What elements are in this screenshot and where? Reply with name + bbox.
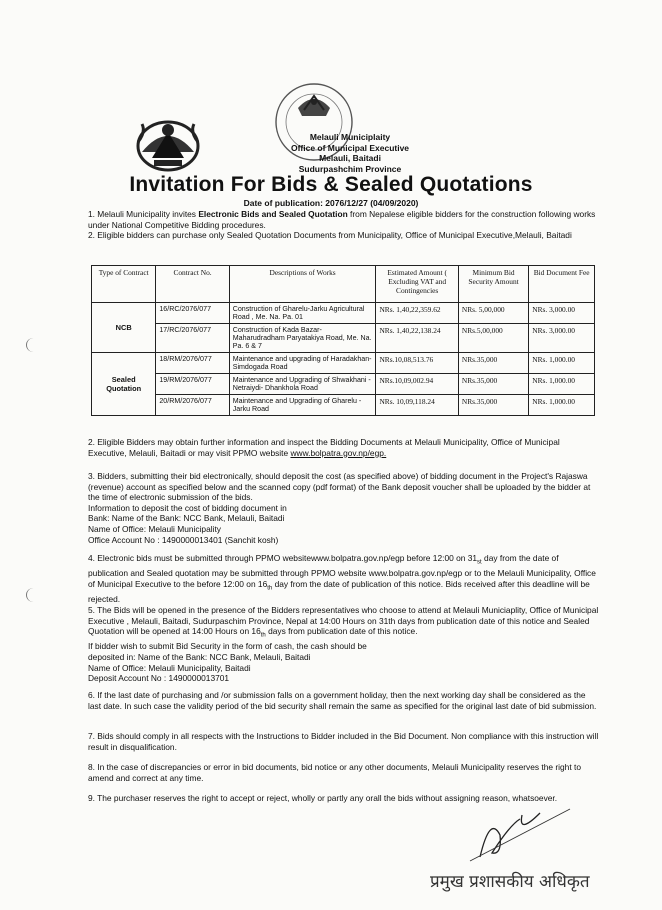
document-fee: NRs. 1,000.00 — [529, 395, 595, 416]
estimated-amount: NRs. 1,40,22,138.24 — [376, 324, 458, 353]
contract-no: 17/RC/2076/077 — [156, 324, 229, 353]
table-row — [92, 395, 595, 416]
intro-paragraph-2: 2. Eligible bidders can purchase only Sealed Quotation Documents from Municipality, Office of Municipal Executive,Melauli, Baitadi — [88, 230, 572, 240]
p5-line-2: deposited in: Name of the Bank: NCC Bank, Melauli, Baitadi — [88, 652, 311, 663]
intro-p1-text: 1. Melauli Municipality invites — [88, 209, 199, 219]
table-row — [92, 303, 595, 324]
contract-no: 16/RC/2076/077 — [156, 303, 229, 324]
p5-line-4: Deposit Account No : 1490000013701 — [88, 673, 230, 684]
paragraph-6: 6. If the last date of purchasing and /or submission falls on a government holiday, then the next working day shall be considered as the last date. In such case the validity period of the bid security shall remain the same as specified for the original last date of bid submission. — [88, 690, 597, 711]
intro-paragraph-1 — [88, 209, 598, 230]
contract-no: 19/RM/2076/077 — [156, 374, 229, 395]
bid-security: NRs.35,000 — [458, 374, 528, 395]
p3-line-2: Bank: Name of the Bank: NCC Bank, Melauli, Baitadi — [88, 513, 285, 524]
office-name: Office of Municipal Executive — [290, 142, 410, 153]
municipality-header — [280, 132, 420, 174]
header-bid-security: Minimum Bid Security Amount — [458, 266, 528, 303]
p2-text: 2. Eligible Bidders may obtain further information and inspect the Bidding Documents at Melauli Municipality, Office of Municipal Executive, Melauli, Baitadi or may visit PPMO website — [88, 437, 560, 458]
p4-text-c: day from the date of publication of this notice. Bids received after this deadline will be rejected. — [88, 578, 590, 605]
p3-text: 3. Bidders, submitting their bid electronically, should deposit the cost (as specified above) of bidding document in the Project's Rajaswa (revenue) account as specified below and the scanned copy (pdf format) of the Bank deposit voucher shall be uploaded by the bidder at the time of electronic submission of the bids. — [88, 471, 591, 503]
p5-line-1: If bidder wish to submit Bid Security in the form of cash, the cash should be — [88, 641, 367, 652]
work-description: Maintenance and upgrading of Haradakhan-Simdogada Road — [229, 353, 376, 374]
p5-line-3: Name of Office: Melauli Municipality, Baitadi — [88, 662, 251, 673]
type-sealed-quotation: Sealed Quotation — [92, 353, 156, 416]
work-description: Maintenance and Upgrading of Shwakhani - Netraiydi- Dhankhola Road — [229, 374, 376, 395]
p3-line-3: Name of Office: Melauli Municipality — [88, 523, 221, 534]
work-description: Construction of Gharelu-Jarku Agricultural Road , Me. Na. Pa. 01 — [229, 303, 376, 324]
estimated-amount: NRs. 10,09,118.24 — [376, 395, 458, 416]
estimated-amount: NRs.10,09,002.94 — [376, 374, 458, 395]
ppmo-website-link[interactable]: www.bolpatra.gov.np/egp. — [290, 447, 387, 458]
p3-line-1: Information to deposit the cost of bidding document in — [88, 502, 287, 513]
p5-ordinal: th — [260, 632, 266, 639]
contract-no: 20/RM/2076/077 — [156, 395, 229, 416]
bid-security: NRs.35,000 — [458, 395, 528, 416]
paragraph-5 — [88, 605, 600, 684]
work-description: Maintenance and Upgrading of Gharelu - Jarku Road — [229, 395, 376, 416]
page-title: Invitation For Bids & Sealed Quotations — [129, 173, 533, 196]
table-row — [92, 353, 595, 374]
header-description: Descriptions of Works — [229, 266, 376, 303]
nepal-emblem-icon — [132, 112, 204, 174]
paragraph-8: 8. In the case of discrepancies or error in bid documents, bid notice or any other documents, Melauli Municipality reserves the right to amend and correct at any time. — [88, 762, 581, 783]
estimated-amount: NRs. 1,40,22,359.62 — [376, 303, 458, 324]
paragraph-4 — [88, 553, 600, 605]
document-fee: NRs. 1,000.00 — [529, 353, 595, 374]
paragraph-9: 9. The purchaser reserves the right to accept or reject, wholly or partly any orall the bids without assigning reason, whatsoever. — [88, 793, 558, 803]
province-name: Sudurpashchim Province — [298, 163, 402, 174]
bid-security: NRs.5,00,000 — [458, 324, 528, 353]
estimated-amount: NRs.10,08,513.76 — [376, 353, 458, 374]
type-ncb: NCB — [92, 303, 156, 353]
header-estimated-amount: Estimated Amount ( Excluding VAT and Contingencies — [376, 266, 458, 303]
document-fee: NRs. 3,000.00 — [529, 324, 595, 353]
office-location: Melauli, Baitadi — [319, 153, 381, 163]
publication-date: Date of publication: 2076/12/27 (04/09/2020) — [243, 198, 419, 208]
bid-security: NRs.35,000 — [458, 353, 528, 374]
signature-stamp-text: प्रमुख प्रशासकीय अधिकृत — [430, 872, 590, 892]
p5-text-b: days from publication date of this notice. — [265, 626, 418, 637]
p4-text-a: 4. Electronic bids must be submitted through PPMO websitewww.bolpatra.gov.np/egp before 12:00 on 31 — [88, 553, 478, 563]
p5-text-a: 5. The Bids will be opened in the presence of the Bidders representatives who choose to attend at Melauli Municiaplity, Office of Municipal Executive , Melauli, Baitadi, Sudurpaschim Province, Nepal at 14:00 Hours on 31th days from publication date of this notice and Sealed Quotation will be opened at 14:00 Hours on 16 — [88, 605, 599, 637]
table-row — [92, 374, 595, 395]
bid-security: NRs. 5,00,000 — [458, 303, 528, 324]
paragraph-3 — [88, 471, 600, 545]
intro-section — [88, 209, 598, 241]
paragraph-7: 7. Bids should comply in all respects with the Instructions to Bidder included in the Bid Document. Non compliance with this instruction will result in disqualification. — [88, 731, 599, 752]
header-type: Type of Contract — [92, 266, 156, 303]
paragraph-2 — [88, 437, 600, 458]
p3-line-4: Office Account No : 1490000013401 (Sanchit kosh) — [88, 534, 279, 545]
work-description: Construction of Kada Bazar-Maharudradham Paryatakiya Road, Me. Na. Pa. 6 & 7 — [229, 324, 376, 353]
signature-stamp-icon — [430, 805, 600, 895]
intro-p1-bold: Electronic Bids and Sealed Quotation — [198, 209, 348, 219]
document-fee: NRs. 3,000.00 — [529, 303, 595, 324]
table-row — [92, 324, 595, 353]
p4-text-b: day from the date of publication and Sealed quotation may be submitted through PPMO website www.bolpatra.gov.np/egp or to the Melauli Municipality, Office of Municipal Executive to the before 12:00 on 16 — [88, 553, 596, 589]
header-document-fee: Bid Document Fee — [529, 266, 595, 303]
punch-hole-mark — [26, 338, 41, 352]
p4-ordinal-2: th — [267, 585, 273, 592]
contract-no: 18/RM/2076/077 — [156, 353, 229, 374]
document-fee: NRs. 1,000.00 — [529, 374, 595, 395]
p4-ordinal-1: st — [477, 559, 482, 566]
bids-table — [91, 265, 595, 416]
table-header-row — [92, 266, 595, 303]
header-contract-no: Contract No. — [156, 266, 229, 303]
punch-hole-mark — [26, 588, 41, 602]
intro-p1-text-end: from Nepalese eligible bidders for the construction following works under National Competitive Bidding procedures. — [88, 209, 596, 230]
municipality-name: Melauli Municiplaity — [309, 132, 391, 142]
